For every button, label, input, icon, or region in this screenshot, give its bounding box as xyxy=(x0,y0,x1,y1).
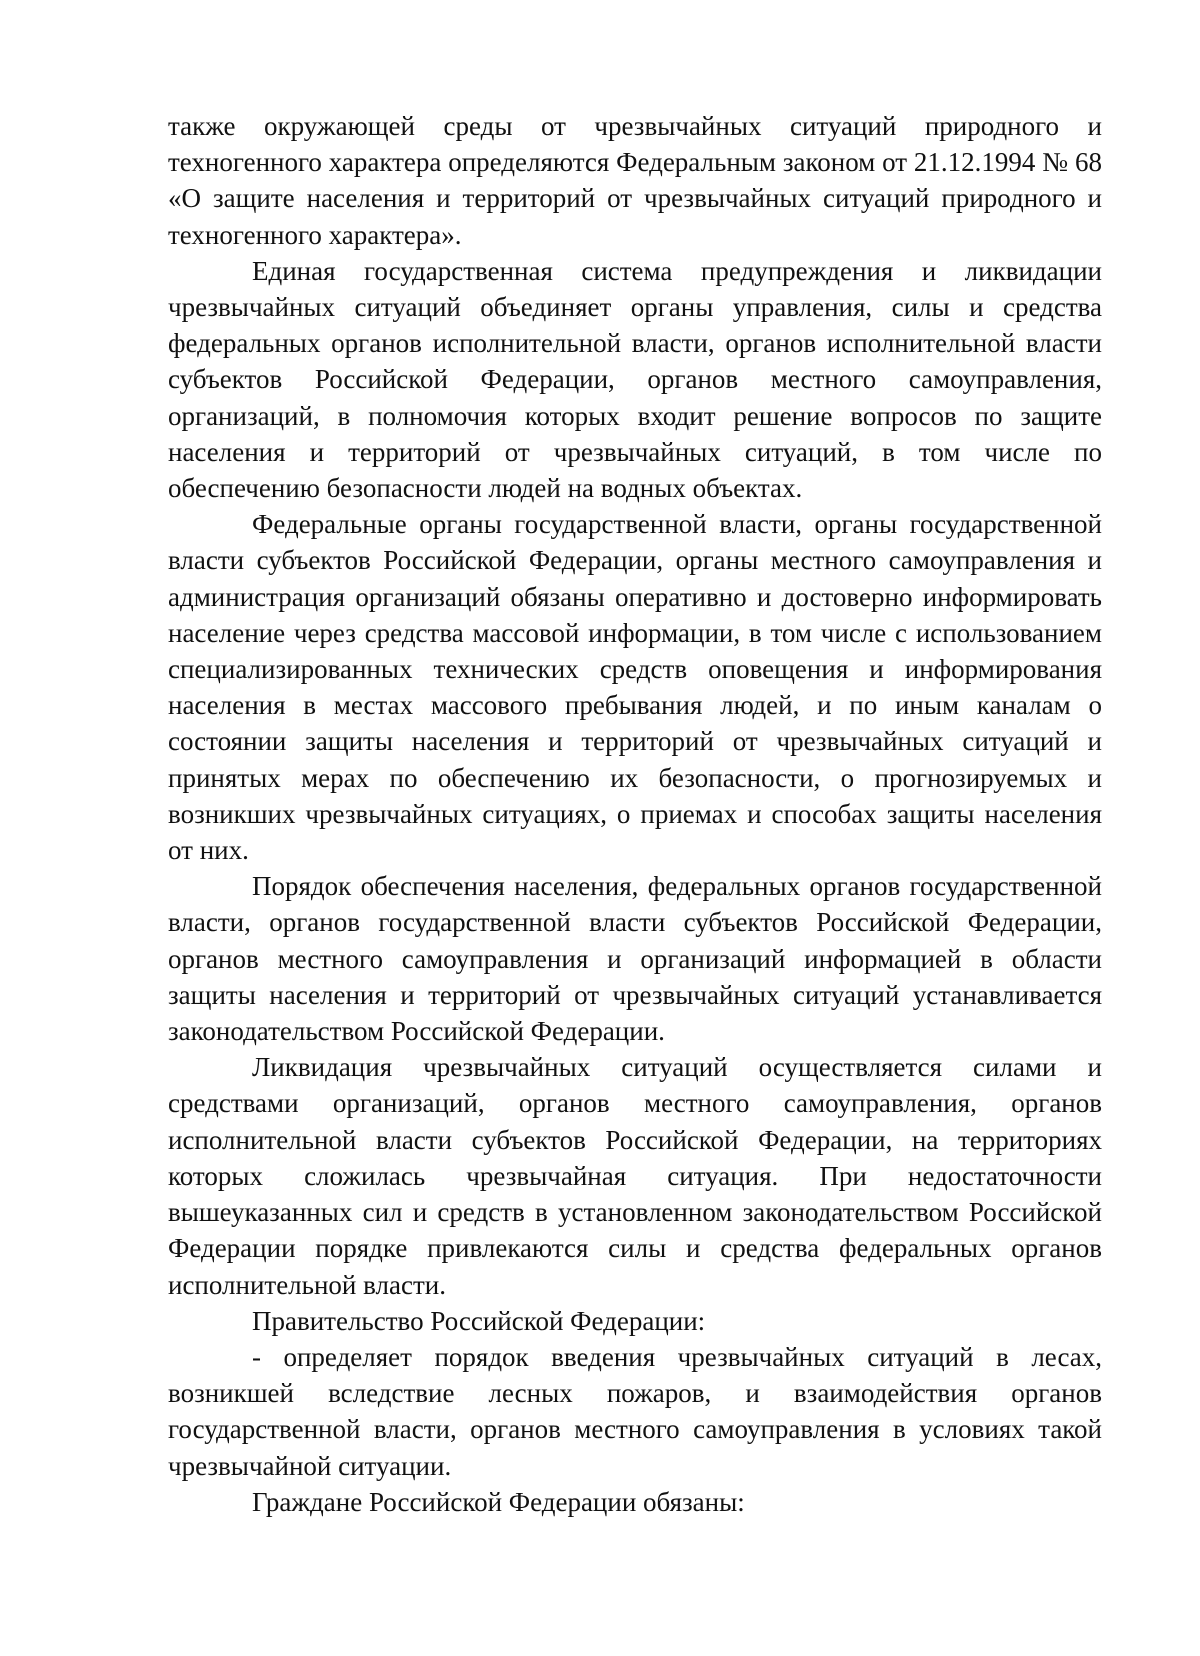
paragraph-government-heading: Правительство Российской Федерации: xyxy=(252,1305,706,1336)
paragraph-government-item: - определяет порядок введения чрезвычайных ситуаций в лесах, возникшей вследствие лесных пожаров, и взаимодействия органов государственной власти, органов местного самоуправления в условиях такой чрезвычайной ситуации. xyxy=(168,1341,1102,1481)
paragraph-unified-system: Единая государственная система предупреждения и ликвидации чрезвычайных ситуаций объединяет органы управления, силы и средства федеральных органов исполнительной власти, органов исполнительной власти субъектов Российской Федерации, органов местного самоуправления, организаций, в полномочия которых входит решение вопросов по защите населения и территорий от чрезвычайных ситуаций, в том числе по обеспечению безопасности людей на водных объектах. xyxy=(168,255,1102,504)
paragraph-continuation: также окружающей среды от чрезвычайных ситуаций природного и техногенного характера определяются Федеральным законом от 21.12.1994 № 68 «О защите населения и территорий от чрезвычайных ситуаций природного и техногенного характера». xyxy=(168,111,1102,250)
document-page xyxy=(168,108,1102,1520)
paragraph-citizens-heading: Граждане Российской Федерации обязаны: xyxy=(252,1486,745,1517)
paragraph-information-order: Порядок обеспечения населения, федеральных органов государственной власти, органов государственной власти субъектов Российской Федерации, органов местного самоуправления и организаций информацией в области защиты населения и территорий от чрезвычайных ситуаций устанавливается законодательством Российской Федерации. xyxy=(168,871,1102,1047)
paragraph-informing-duty: Федеральные органы государственной власти, органы государственной власти субъектов Российской Федерации, органы местного самоуправления и администрация организаций обязаны оперативно и достоверно информировать население через средства массовой информации, в том числе с использованием специализированных технических средств оповещения и информирования населения в местах массового пребывания людей, и по иным каналам о состоянии защиты населения и территорий от чрезвычайных ситуаций и принятых мерах по обеспечению их безопасности, о прогнозируемых и возникших чрезвычайных ситуациях, о приемах и способах защиты населения от них. xyxy=(168,509,1102,866)
paragraph-liquidation: Ликвидация чрезвычайных ситуаций осуществляется силами и средствами организаций, органов местного самоуправления, органов исполнительной власти субъектов Российской Федерации, на территориях которых сложилась чрезвычайная ситуация. При недостаточности вышеуказанных сил и средств в установленном законодательством Российской Федерации порядке привлекаются силы и средства федеральных органов исполнительной власти. xyxy=(168,1052,1102,1300)
